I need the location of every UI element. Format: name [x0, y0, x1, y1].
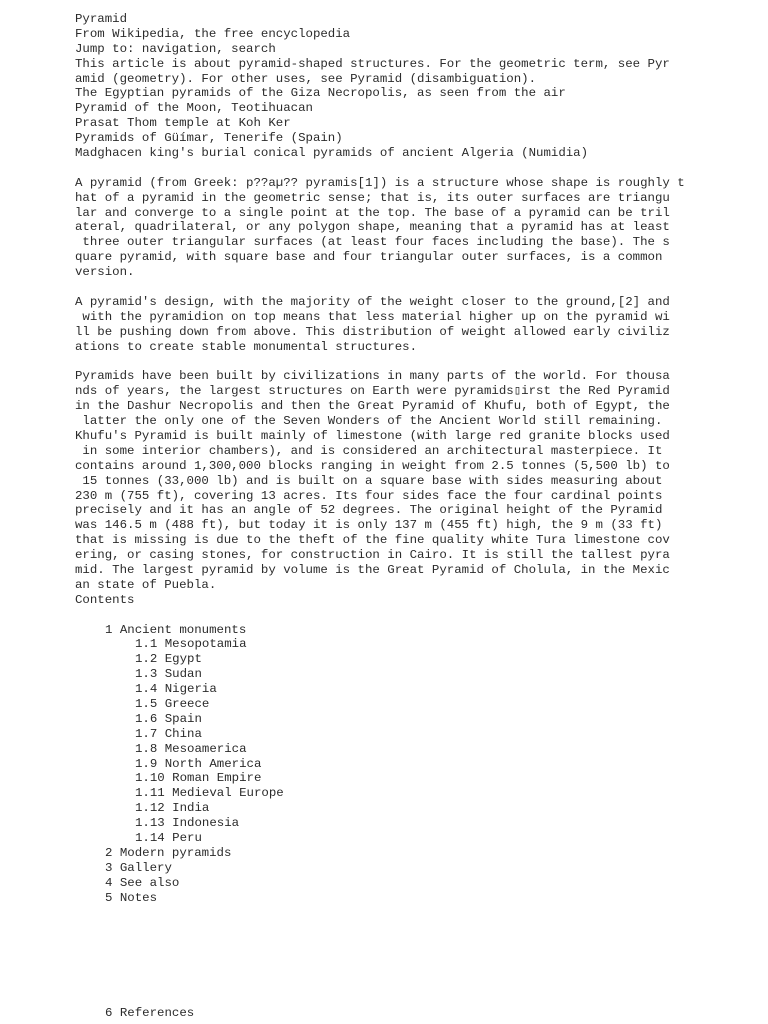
toc-item[interactable]: 1.1 Mesopotamia	[135, 637, 247, 652]
toc-item[interactable]: 5 Notes	[105, 890, 158, 905]
paragraph-design	[75, 295, 685, 355]
paragraph-line: with the pyramidion on top means that less material higher up on the pyramid wi	[75, 309, 670, 324]
table-of-contents	[75, 623, 685, 906]
paragraph-line: Khufu's Pyramid is built mainly of limestone (with large red granite blocks used	[75, 428, 670, 443]
paragraph-line: A pyramid's design, with the majority of the weight closer to the ground,[2] and	[75, 294, 670, 309]
paragraph-intro	[75, 176, 685, 280]
toc-item[interactable]: 3 Gallery	[105, 860, 172, 875]
paragraph-line: ateral, quadrilateral, or any polygon shape, meaning that a pyramid has at least	[75, 220, 670, 235]
toc-item[interactable]: 1.4 Nigeria	[135, 682, 217, 697]
toc-item[interactable]: 1.13 Indonesia	[135, 816, 240, 831]
paragraph-line: 230 m (755 ft), covering 13 acres. Its four sides face the four cardinal points	[75, 488, 663, 503]
paragraph-line: an state of Puebla.	[75, 577, 217, 592]
paragraph-line: quare pyramid, with square base and four triangular outer surfaces, is a common	[75, 250, 663, 265]
toc-item[interactable]: 1.9 North America	[135, 756, 262, 771]
toc-item[interactable]: 1.10 Roman Empire	[135, 771, 262, 786]
toc-item[interactable]: 1.14 Peru	[135, 830, 202, 845]
toc-item[interactable]: 1 Ancient monuments	[105, 622, 247, 637]
paragraph-line: in the Dashur Necropolis and then the Great Pyramid of Khufu, both of Egypt, the	[75, 399, 670, 414]
paragraph-line: in some interior chambers), and is considered an architectural masterpiece. It	[75, 443, 663, 458]
toc-item[interactable]: 1.8 Mesoamerica	[135, 741, 247, 756]
caption-moon: Pyramid of the Moon, Teotihuacan	[75, 101, 313, 116]
toc-item[interactable]: 1.6 Spain	[135, 711, 202, 726]
paragraph-line: hat of a pyramid in the geometric sense; that is, its outer surfaces are triangu	[75, 190, 670, 205]
toc-item[interactable]: 1.11 Medieval Europe	[135, 786, 284, 801]
paragraph-line: A pyramid (from Greek: p??aµ?? pyramis[1]) is a structure whose shape is roughly t	[75, 175, 685, 190]
hatnote-line-2: amid (geometry). For other uses, see Pyramid (disambiguation).	[75, 71, 537, 86]
toc-item[interactable]: 1.12 India	[135, 801, 210, 816]
toc-item[interactable]: 2 Modern pyramids	[105, 845, 232, 860]
caption-madghacen: Madghacen king's burial conical pyramids of ancient Algeria (Numidia)	[75, 146, 589, 161]
paragraph-line: ations to create stable monumental structures.	[75, 339, 418, 354]
contents-heading: Contents	[75, 592, 135, 607]
hatnote-line-1: This article is about pyramid-shaped structures. For the geometric term, see Pyr	[75, 56, 670, 71]
paragraph-line: nds of years, the largest structures on Earth were pyramids▯irst the Red Pyramid	[75, 384, 670, 399]
paragraph-line: version.	[75, 265, 135, 280]
paragraph-line: ll be pushing down from above. This distribution of weight allowed early civiliz	[75, 324, 670, 339]
header-block	[75, 12, 685, 161]
toc-item[interactable]: 1.7 China	[135, 726, 202, 741]
paragraph-line: contains around 1,300,000 blocks ranging in weight from 2.5 tonnes (5,500 lb) to	[75, 458, 670, 473]
paragraph-history	[75, 369, 685, 592]
paragraph-line: three outer triangular surfaces (at least four faces including the base). The s	[75, 235, 670, 250]
paragraph-line: precisely and it has an angle of 52 degrees. The original height of the Pyramid	[75, 503, 663, 518]
toc-item[interactable]: 4 See also	[105, 875, 180, 890]
page-title: Pyramid	[75, 12, 128, 26]
caption-guimar: Pyramids of Güímar, Tenerife (Spain)	[75, 131, 343, 146]
caption-giza: The Egyptian pyramids of the Giza Necropolis, as seen from the air	[75, 86, 566, 101]
paragraph-line: lar and converge to a single point at the top. The base of a pyramid can be tril	[75, 205, 670, 220]
paragraph-line: latter the only one of the Seven Wonders of the Ancient World still remaining.	[75, 414, 663, 429]
paragraph-line: Pyramids have been built by civilizations in many parts of the world. For thousa	[75, 369, 670, 384]
jump-to-line: Jump to: navigation, search	[75, 41, 276, 56]
paragraph-line: ering, or casing stones, for construction in Cairo. It is still the tallest pyra	[75, 548, 670, 563]
paragraph-line: 15 tonnes (33,000 lb) and is built on a square base with sides measuring about	[75, 473, 663, 488]
paragraph-line: was 146.5 m (488 ft), but today it is only 137 m (455 ft) high, the 9 m (33 ft)	[75, 518, 663, 533]
toc-item[interactable]: 1.5 Greece	[135, 696, 210, 711]
toc-item[interactable]: 1.2 Egypt	[135, 652, 202, 667]
toc-item[interactable]: 1.3 Sudan	[135, 667, 202, 682]
caption-koh-ker: Prasat Thom temple at Koh Ker	[75, 116, 291, 131]
source-line: From Wikipedia, the free encyclopedia	[75, 26, 351, 41]
paragraph-line: mid. The largest pyramid by volume is the Great Pyramid of Cholula, in the Mexic	[75, 562, 670, 577]
toc-item-references[interactable]: 6 References	[105, 1006, 195, 1020]
paragraph-line: that is missing is due to the theft of the fine quality white Tura limestone cov	[75, 533, 670, 548]
document-page	[75, 12, 685, 905]
